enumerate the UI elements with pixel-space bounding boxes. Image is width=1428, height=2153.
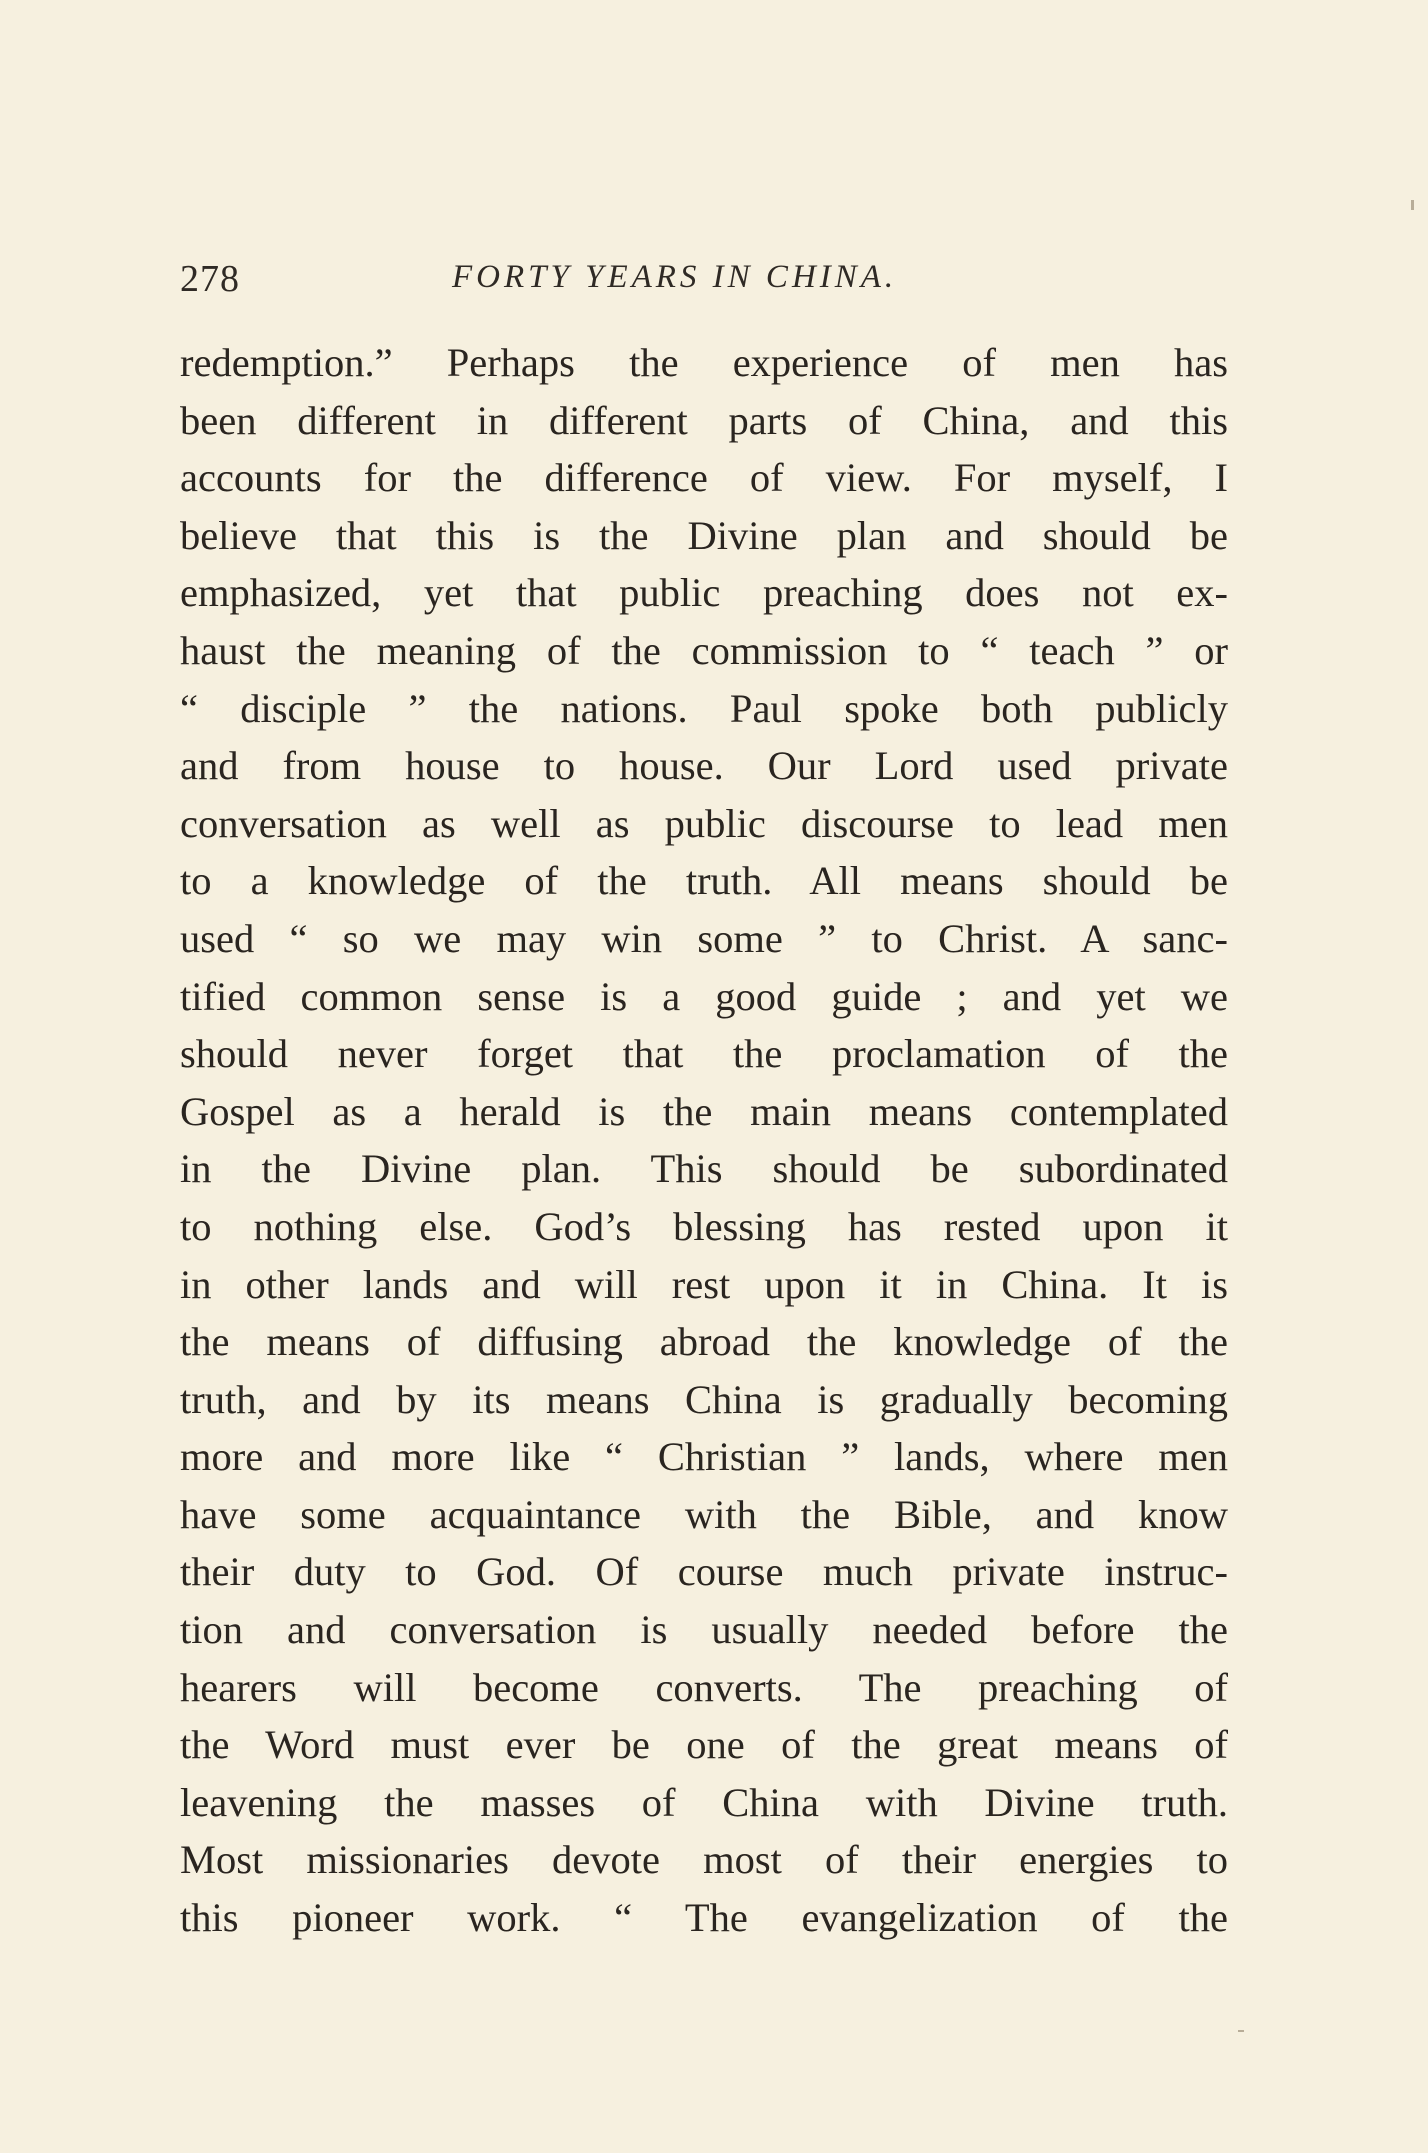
text-line: in other lands and will rest upon it in China. It is xyxy=(180,1261,1228,1307)
text-line: leavening the masses of China with Divine truth. xyxy=(180,1779,1228,1825)
text-line: conversation as well as public discourse to lead men xyxy=(180,800,1228,846)
text-line: hearers will become converts. The preaching of xyxy=(180,1664,1228,1710)
text-line: Gospel as a herald is the main means contemplated xyxy=(180,1088,1228,1134)
text-line: more and more like “ Christian ” lands, where men xyxy=(180,1434,1228,1480)
text-line: accounts for the difference of view. For myself, I xyxy=(180,455,1228,501)
running-title: FORTY YEARS IN CHINA. xyxy=(452,259,898,295)
text-line: Most missionaries devote most of their energies to xyxy=(180,1837,1228,1883)
text-line: haust the meaning of the commission to “ teach ” or xyxy=(180,627,1228,673)
text-line: emphasized, yet that public preaching does not ex- xyxy=(180,570,1228,616)
text-line: to nothing else. God’s blessing has rested upon it xyxy=(180,1203,1228,1249)
text-line: been different in different parts of China, and this xyxy=(180,397,1228,443)
text-line: tified common sense is a good guide ; and yet we xyxy=(180,973,1228,1019)
text-line: this pioneer work. “ The evangelization of the xyxy=(180,1895,1228,1941)
page-header xyxy=(180,257,1228,307)
text-line: should never forget that the proclamation of the xyxy=(180,1031,1228,1077)
text-line: truth, and by its means China is gradually becoming xyxy=(180,1376,1228,1422)
text-line: tion and conversation is usually needed before the xyxy=(180,1607,1228,1653)
text-line: in the Divine plan. This should be subordinated xyxy=(180,1146,1228,1192)
text-line: to a knowledge of the truth. All means should be xyxy=(180,858,1228,904)
body-text xyxy=(180,334,1228,1947)
page-number: 278 xyxy=(180,258,240,300)
text-line: and from house to house. Our Lord used private xyxy=(180,743,1228,789)
paper-speck xyxy=(1238,2030,1244,2032)
text-line: “ disciple ” the nations. Paul spoke both publicly xyxy=(180,685,1228,731)
text-line: their duty to God. Of course much private instruc- xyxy=(180,1549,1228,1595)
text-line: the means of diffusing abroad the knowledge of the xyxy=(180,1319,1228,1365)
text-line: redemption.” Perhaps the experience of men has xyxy=(180,340,1228,385)
text-line: have some acquaintance with the Bible, and know xyxy=(180,1491,1228,1537)
text-line: used “ so we may win some ” to Christ. A sanc- xyxy=(180,915,1228,961)
text-line: believe that this is the Divine plan and should be xyxy=(180,512,1228,558)
text-line: the Word must ever be one of the great means of xyxy=(180,1722,1228,1768)
paper-speck xyxy=(1411,200,1414,210)
